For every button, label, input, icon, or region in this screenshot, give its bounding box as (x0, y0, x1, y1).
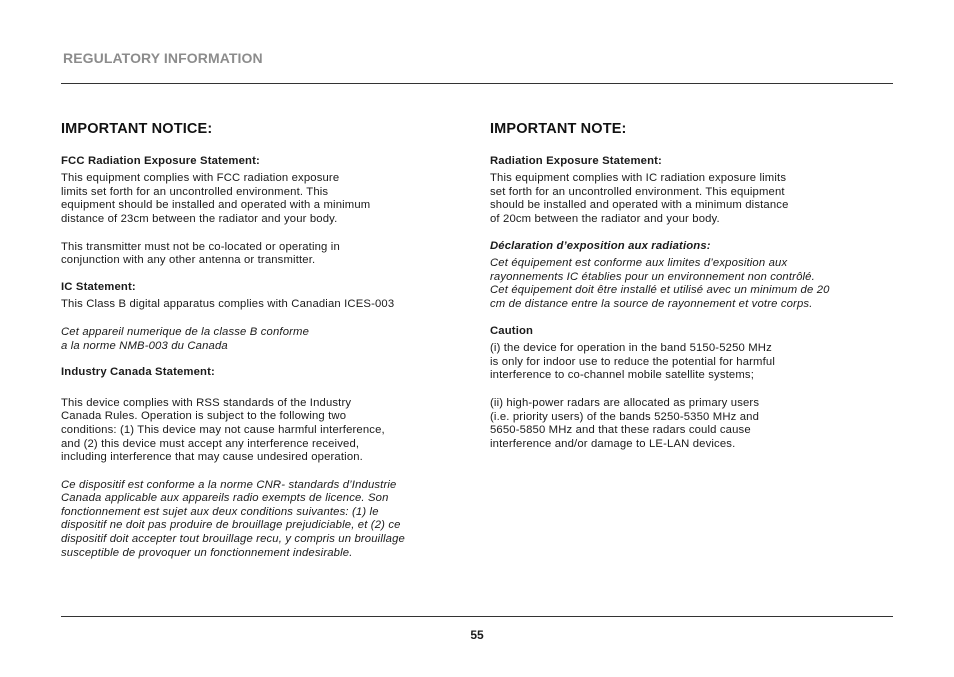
declaration-heading: Déclaration d’exposition aux radiations: (490, 239, 711, 252)
caution-paragraph-1: (i) the device for operation in the band 5150-5250 MHz is only for indoor use to reduce the potential for harmful interference to co-channel mobile satellite systems; (490, 342, 775, 382)
fcc-paragraph-2: This transmitter must not be co-located or operating in conjunction with any other antenna or transmitter. (61, 240, 340, 267)
important-notice-title: IMPORTANT NOTICE: (61, 121, 213, 137)
important-notice-column (61, 123, 461, 560)
caution-paragraph-2: (ii) high-power radars are allocated as primary users (i.e. priority users) of the bands 5250-5350 MHz and 5650-5850 MHz and that these radars could cause interference and/or damage to LE-LAN devices. (490, 396, 760, 450)
ic-paragraph-2: Cet appareil numerique de la classe B conforme a la norme NMB-003 du Canada (61, 325, 310, 352)
page-header-title: REGULATORY INFORMATION (63, 50, 263, 66)
ic-paragraph-1: This Class B digital apparatus complies with Canadian ICES-003 (61, 298, 395, 311)
header-divider (61, 83, 893, 84)
page-number: 55 (470, 628, 484, 642)
fcc-paragraph-1: This equipment complies with FCC radiation exposure limits set forth for an uncontrolled environment. This equipment should be installed and operated with a minimum distance of 23cm between the radiator and your body. (61, 172, 371, 225)
ic-heading: IC Statement: (61, 280, 136, 293)
important-note-title: IMPORTANT NOTE: (490, 121, 627, 137)
industry-canada-paragraph-1: This device complies with RSS standards of the Industry Canada Rules. Operation is subject to the following two conditions: (1) This device may not cause harmful interference, and (2) this device must accept any interference received, including interference that may cause undesired operation. (61, 396, 385, 464)
footer-divider (61, 616, 893, 617)
important-note-column (490, 123, 890, 451)
radiation-paragraph: This equipment complies with IC radiation exposure limits set forth for an uncontrolled environment. This equipment should be installed and operated with a minimum distance of 20cm between the radiator and your body. (490, 172, 789, 225)
industry-canada-heading: Industry Canada Statement: (61, 366, 215, 379)
industry-canada-paragraph-2: Ce dispositif est conforme a la norme CNR- standards d’Industrie Canada applicable aux appareils radio exempts de licence. Son fonctionnement est sujet aux deux conditions suivantes: (1) le dispositif ne doit pas produire de brouillage prejudiciable, et (2) ce dispositif doit accepter tout brouillage recu, y compris un brouillage susceptible de provoquer un fonctionnement indesirable. (61, 478, 405, 559)
radiation-heading: Radiation Exposure Statement: (490, 154, 662, 167)
caution-heading: Caution (490, 324, 534, 337)
fcc-heading: FCC Radiation Exposure Statement: (61, 154, 260, 167)
declaration-paragraph: Cet équipement est conforme aux limites d’exposition aux rayonnements IC établies pour un environnement non contrôlé. Cet équipement doit être installé et utilisé avec un minimum de 20 cm de distance entre la source de rayonnement et votre corps. (490, 257, 830, 310)
